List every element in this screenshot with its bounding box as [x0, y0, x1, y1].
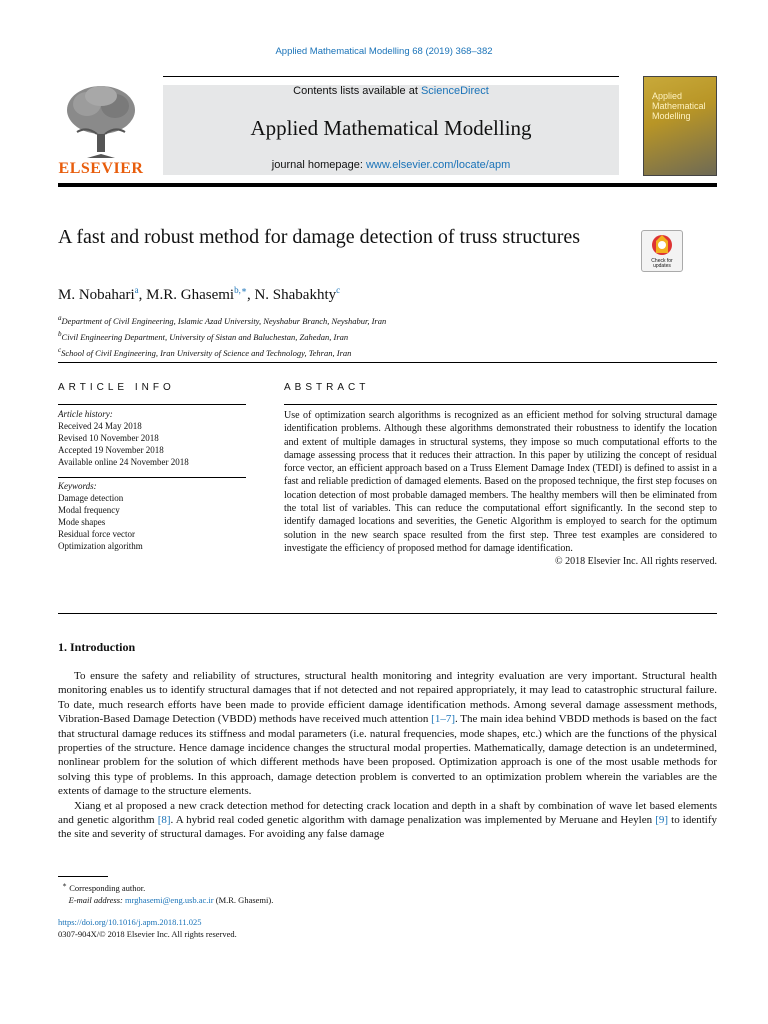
keyword-item: Mode shapes — [58, 517, 106, 527]
abstract-rule — [284, 404, 717, 405]
journal-homepage-link[interactable]: www.elsevier.com/locate/apm — [365, 159, 511, 171]
introduction-body — [58, 669, 717, 842]
affiliation-text: Civil Engineering Department, University of Sistan and Baluchestan, Zahedan, Iran — [61, 331, 349, 342]
doi-link[interactable]: https://doi.org/10.1016/j.apm.2018.11.025 — [58, 917, 202, 927]
history-item: Revised 10 November 2018 — [58, 433, 159, 443]
email-owner: (M.R. Ghasemi). — [215, 894, 274, 905]
cover-title: Applied Mathematical Modelling — [652, 91, 706, 121]
affiliation-text: School of Civil Engineering, Iran University of Science and Technology, Tehran, Iran — [61, 347, 352, 358]
crossmark-icon — [642, 231, 682, 261]
keyword-item: Damage detection — [58, 493, 124, 503]
publisher-logo-text: ELSEVIER — [58, 160, 144, 177]
author-list — [58, 285, 340, 304]
abstract-heading: ABSTRACT — [284, 382, 370, 393]
citation-link[interactable]: [9] — [655, 814, 669, 827]
section-divider — [58, 613, 717, 614]
citation-link[interactable]: [8] — [157, 814, 171, 827]
paragraph-text: . A hybrid real coded genetic algorithm with damage penalization was implemented by Meruane and Heylen — [170, 814, 656, 827]
article-title: A fast and robust method for damage detection of truss structures — [58, 226, 581, 248]
copyright-notice: © 2018 Elsevier Inc. All rights reserved. — [554, 556, 717, 568]
abstract-text: Use of optimization search algorithms is recognized as an efficient method for solving structural damage identification problems. Although these algorithms demonstrated their robustness to identify the location and extent of multiple damages in structural systems, they impose so much computational efforts to the damage assessing process that it reduces their attraction. In this paper by utilizing the concept of residual force vector, an efficient approach based on a Truss Element Damage Index (TEDI) is defined to assist in a fast and reliable prediction of damaged elements. Based on the proposed technique, the first step focuses on location detection of most probable damaged members. The healthy members will then be eliminated from the total list of variables. This can reduce the computational effort significantly. In the second step to identify damaged locations and severities, the Genetic Algorithm is employed to search for the optimum solution in the new search space resulted from the first step. Three test examples are considered to investigate the efficiency of proposed method for damage identification. — [284, 410, 717, 554]
author-separator: , — [138, 287, 147, 303]
keywords-label: Keywords: — [58, 481, 97, 491]
journal-cover-thumbnail[interactable] — [643, 76, 717, 176]
paragraph-text: To ensure the safety and reliability of structures, structural health monitoring and integrity evaluation are very important. Structural health monitoring enables us to identify structural damages that if not detected and not repaired appropriately, it may lead to catastrophic structural failure. To date, much research efforts have been made to provide efficient damage identification methods. Among several damage assessment methods, Vibration-Based Damage Detection (VBDD) methods have received much attention — [58, 670, 717, 726]
keyword-item: Modal frequency — [58, 505, 120, 515]
doi-block — [58, 916, 237, 940]
tree-icon — [57, 82, 145, 160]
elsevier-logo — [57, 82, 145, 178]
homepage-line — [163, 159, 619, 171]
history-item: Available online 24 November 2018 — [58, 457, 189, 467]
citation-link[interactable]: [1–7] — [431, 713, 455, 726]
footnotes — [58, 879, 273, 906]
article-info-rule — [58, 404, 246, 405]
affiliation-mark: a — [58, 314, 62, 322]
header-divider — [58, 183, 717, 187]
article-info-rule — [58, 477, 246, 478]
author-affiliation-mark[interactable]: b,∗ — [234, 285, 247, 295]
email-label: E-mail address: — [68, 894, 123, 905]
paragraph-text: to identify the site and severity of structural damages. For avoiding any false damage — [58, 814, 717, 841]
paragraph-text: Xiang et al proposed a new crack detection method for detecting crack location and depth in a shaft by combination of wave let based elements and genetic algorithm — [58, 799, 717, 827]
contents-prefix: Contents lists available at — [293, 85, 421, 97]
journal-title: Applied Mathematical Modelling — [250, 116, 532, 140]
author-name[interactable]: M.R. Ghasemi — [146, 287, 235, 303]
corresponding-author-note — [58, 879, 273, 894]
footnote-rule — [58, 876, 108, 877]
sciencedirect-link[interactable]: ScienceDirect — [420, 85, 489, 97]
affiliation-list — [58, 312, 386, 359]
section-heading-introduction: 1. Introduction — [58, 640, 136, 654]
author-affiliation-mark[interactable]: c — [336, 285, 341, 295]
paragraph — [58, 799, 717, 842]
check-updates-label: Check for updates — [651, 258, 673, 269]
contents-line — [163, 85, 619, 97]
check-for-updates-badge[interactable] — [641, 230, 683, 272]
affiliation-mark: c — [58, 345, 62, 354]
corresponding-text: Corresponding author. — [69, 882, 146, 893]
affiliation-mark: b — [58, 329, 62, 338]
affiliation-item — [58, 312, 386, 328]
journal-masthead — [163, 85, 619, 175]
affiliation-text: Department of Civil Engineering, Islamic Azad University, Neyshabur Branch, Neyshabur, Iran — [61, 315, 387, 326]
keyword-item: Optimization algorithm — [58, 541, 143, 551]
journal-reference[interactable]: Applied Mathematical Modelling 68 (2019) 368–382 — [275, 46, 493, 57]
history-item: Received 24 May 2018 — [58, 421, 142, 431]
history-label: Article history: — [58, 409, 113, 419]
author-affiliation-mark[interactable]: a — [134, 285, 139, 295]
author-name[interactable]: N. Shabakhty — [254, 287, 337, 303]
keyword-item: Residual force vector — [58, 529, 135, 539]
abstract-body — [284, 409, 717, 569]
corresponding-mark: ∗ — [62, 881, 68, 889]
history-item: Accepted 19 November 2018 — [58, 445, 164, 455]
author-name[interactable]: M. Nobahari — [58, 287, 135, 303]
email-link[interactable]: mrghasemi@eng.usb.ac.ir — [124, 894, 214, 905]
keywords — [58, 480, 246, 552]
email-note — [58, 894, 273, 906]
affiliation-item — [58, 344, 386, 360]
article-info-heading: ARTICLE INFO — [58, 382, 175, 393]
homepage-prefix: journal homepage: — [271, 159, 366, 171]
section-divider — [58, 362, 717, 363]
top-rule — [163, 76, 619, 77]
paragraph — [58, 669, 717, 799]
article-history — [58, 408, 246, 468]
affiliation-item — [58, 328, 386, 344]
author-separator: , — [246, 287, 255, 303]
issn-copyright: 0307-904X/© 2018 Elsevier Inc. All rights reserved. — [58, 929, 237, 939]
paragraph-text: . The main idea behind VBDD methods is based on the fact that structural damage reduces its stiffness and modal parameters (i.e. natural frequencies, mode shapes, etc.) which are the functions of the physical properties of the structure. Hence damage incidence changes the structural modal properties. Mathematically, damage detection is an undetermined, nonlinear problem for the solution of which different methods have been proposed. Optimization approach is one of the most usable methods for solving this type of problems. In this approach, damage detection problem is converted to an optimization problem wherein the variables are the extents of damage to the structure elements. — [58, 713, 717, 798]
